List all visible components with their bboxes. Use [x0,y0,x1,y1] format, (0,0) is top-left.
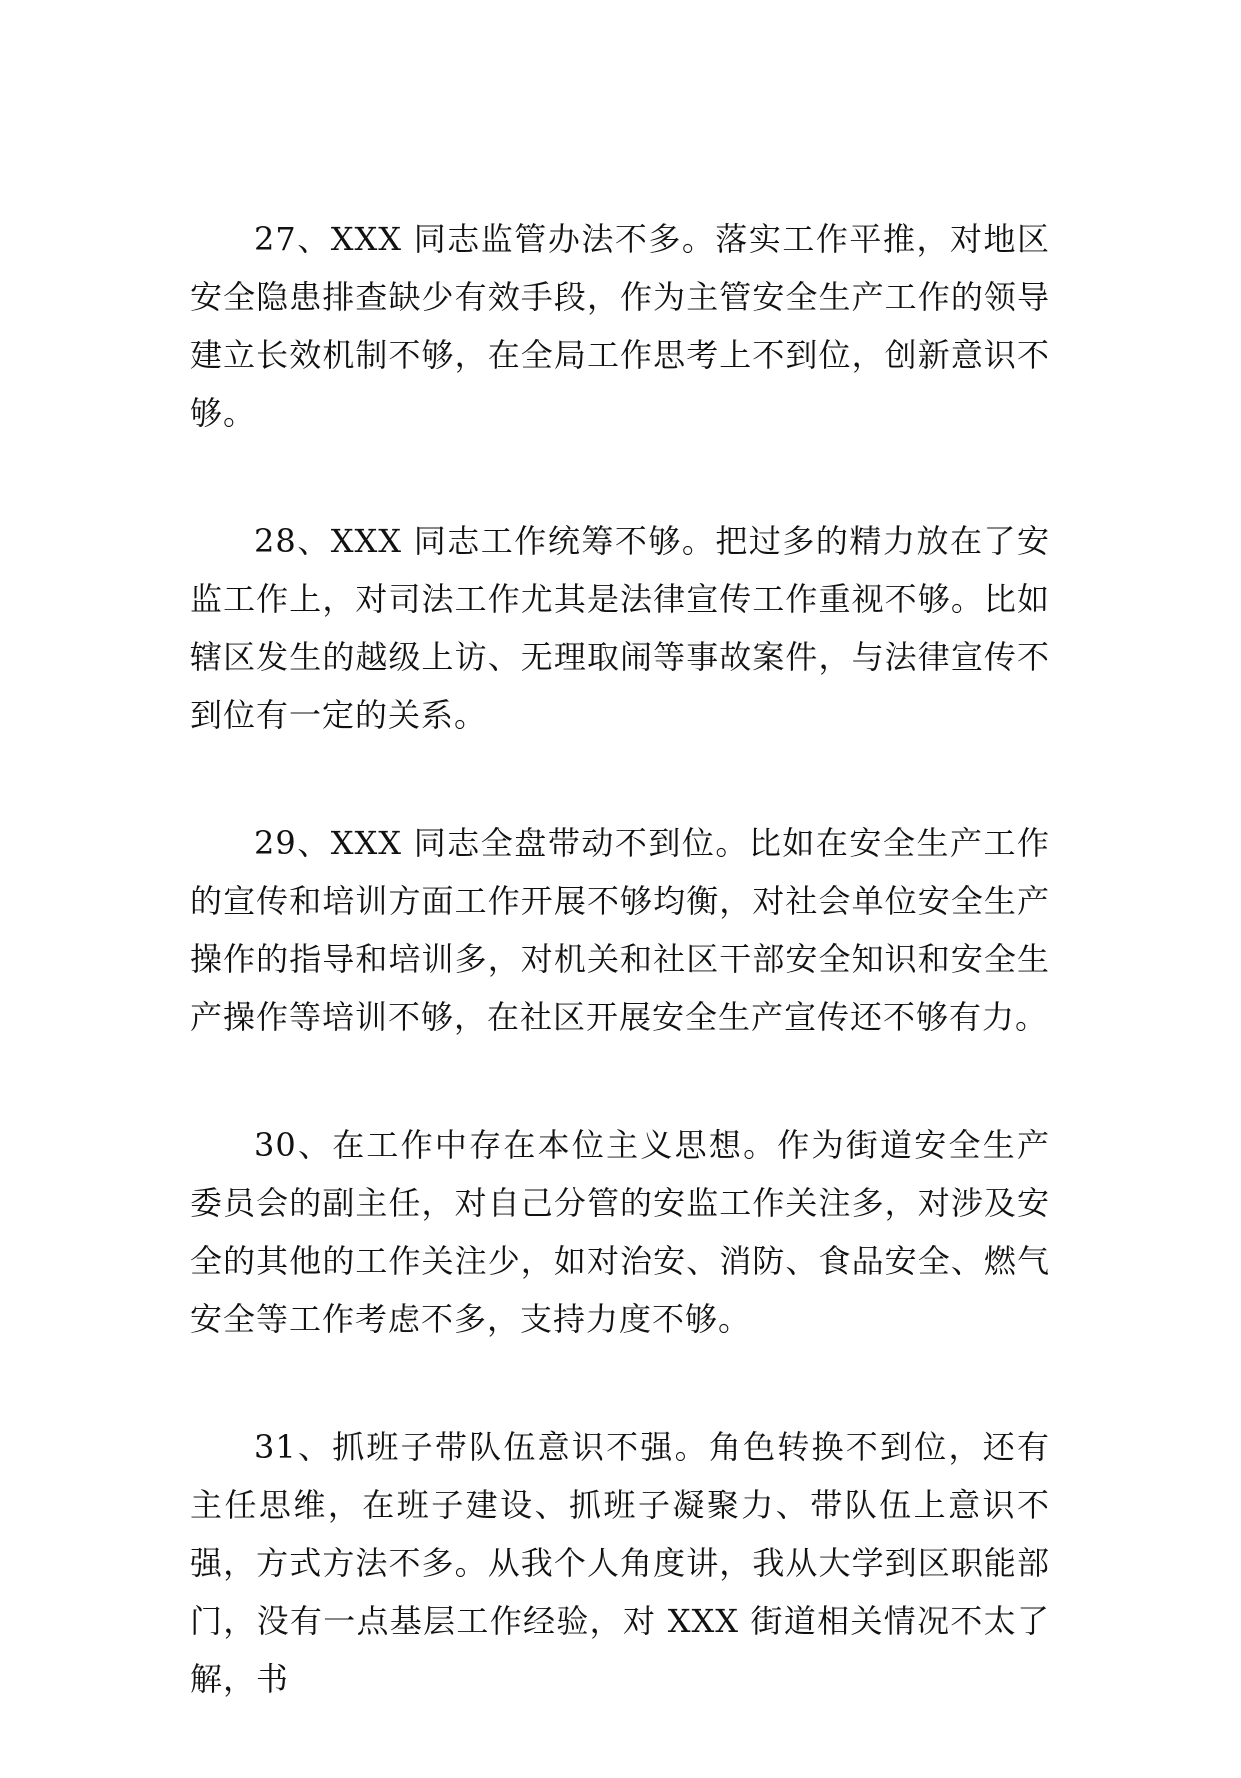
document-body [190,210,1050,1778]
paragraph-28: 28、XXX 同志工作统筹不够。把过多的精力放在了安监工作上，对司法工作尤其是法律宣传工作重视不够。比如辖区发生的越级上访、无理取闹等事故案件，与法律宣传不到位有一定的关系。 [190,522,1050,734]
paragraph-31: 31、抓班子带队伍意识不强。角色转换不到位，还有主任思维，在班子建设、抓班子凝聚力、带队伍上意识不强，方式方法不多。从我个人角度讲，我从大学到区职能部门，没有一点基层工作经验，对 XXX 街道相关情况不太了解，书 [190,1428,1050,1698]
paragraph-30: 30、在工作中存在本位主义思想。作为街道安全生产委员会的副主任，对自己分管的安监工作关注多，对涉及安全的其他的工作关注少，如对治安、消防、食品安全、燃气安全等工作考虑不多，支持力度不够。 [190,1126,1050,1338]
paragraph-29: 29、XXX 同志全盘带动不到位。比如在安全生产工作的宣传和培训方面工作开展不够均衡，对社会单位安全生产操作的指导和培训多，对机关和社区干部安全知识和安全生产操作等培训不够，在社区开展安全生产宣传还不够有力。 [190,824,1050,1036]
paragraph-27: 27、XXX 同志监管办法不多。落实工作平推，对地区安全隐患排查缺少有效手段，作为主管安全生产工作的领导建立长效机制不够，在全局工作思考上不到位，创新意识不够。 [190,220,1050,432]
